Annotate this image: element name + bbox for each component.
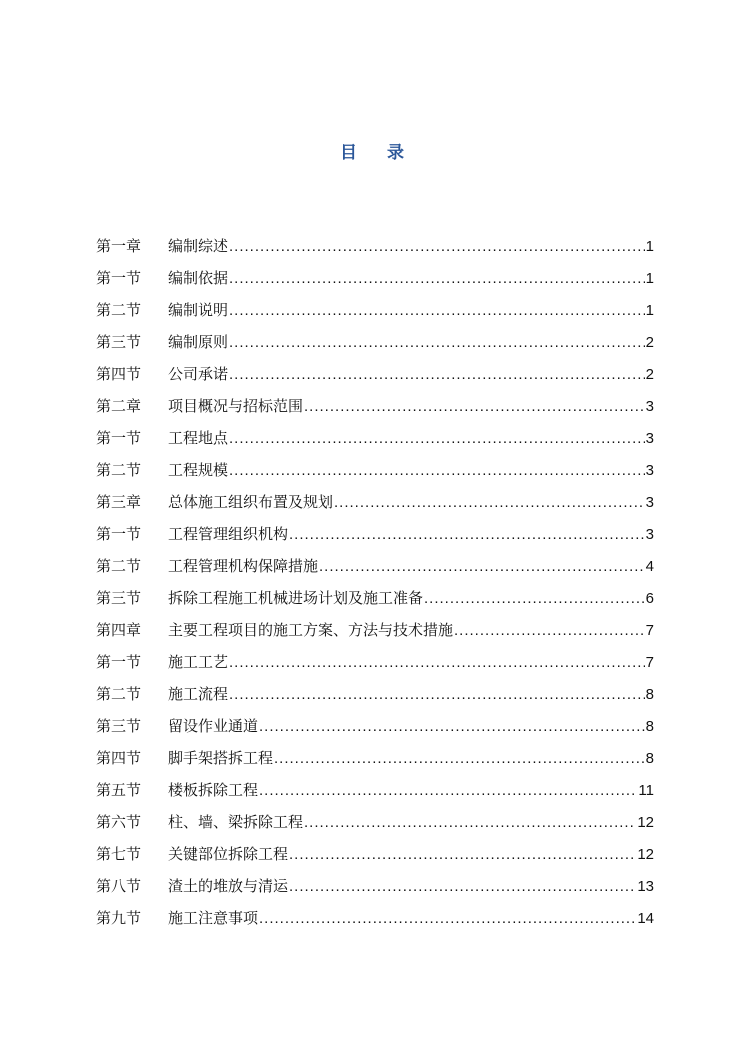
- toc-entry-page: 7: [645, 622, 654, 639]
- toc-entry-page: 6: [645, 590, 654, 607]
- toc-entry-page: 1: [645, 238, 654, 255]
- toc-list: [96, 230, 654, 934]
- toc-entry-text: 渣土的堆放与清运: [168, 877, 289, 895]
- toc-dot-leader: [229, 679, 645, 711]
- toc-dot-leader: [259, 711, 645, 743]
- toc-entry-page: 2: [645, 334, 654, 351]
- toc-dot-leader: [229, 647, 645, 679]
- toc-title: 目 录: [340, 143, 416, 163]
- toc-dot-leader: [259, 775, 637, 807]
- toc-entry-page: 12: [637, 846, 654, 863]
- toc-dot-leader: [334, 487, 645, 519]
- toc-entry[interactable]: [96, 774, 654, 806]
- toc-entry[interactable]: [96, 614, 654, 646]
- toc-entry-label: 第三章: [96, 493, 142, 511]
- toc-entry-text: 施工流程: [168, 685, 229, 703]
- toc-entry-label: 第四节: [96, 365, 142, 383]
- toc-entry[interactable]: [96, 390, 654, 422]
- toc-entry-label: 第二节: [96, 461, 142, 479]
- toc-entry-label: 第四节: [96, 749, 142, 767]
- toc-entry-label: 第三节: [96, 589, 142, 607]
- toc-entry-text: 编制说明: [168, 301, 229, 319]
- toc-entry-label: 第一节: [96, 653, 142, 671]
- toc-dot-leader: [319, 551, 645, 583]
- toc-entry-page: 3: [645, 526, 654, 543]
- toc-entry-text: 工程管理组织机构: [168, 525, 289, 543]
- toc-dot-leader: [289, 871, 636, 903]
- toc-entry-page: 13: [637, 878, 654, 895]
- toc-entry[interactable]: [96, 710, 654, 742]
- toc-entry[interactable]: [96, 646, 654, 678]
- toc-entry-label: 第一节: [96, 269, 142, 287]
- toc-entry[interactable]: [96, 230, 654, 262]
- toc-entry-text: 编制依据: [168, 269, 229, 287]
- toc-entry-label: 第三节: [96, 333, 142, 351]
- toc-dot-leader: [229, 231, 645, 263]
- toc-dot-leader: [304, 391, 645, 423]
- toc-entry-page: 3: [645, 494, 654, 511]
- toc-entry-label: 第五节: [96, 781, 142, 799]
- toc-entry-text: 留设作业通道: [168, 717, 259, 735]
- toc-entry-text: 公司承诺: [168, 365, 229, 383]
- toc-entry-page: 8: [645, 686, 654, 703]
- toc-entry[interactable]: [96, 550, 654, 582]
- toc-dot-leader: [259, 903, 636, 935]
- toc-entry[interactable]: [96, 742, 654, 774]
- toc-entry-label: 第七节: [96, 845, 142, 863]
- toc-entry-page: 12: [637, 814, 654, 831]
- toc-entry[interactable]: [96, 326, 654, 358]
- toc-entry-page: 3: [645, 398, 654, 415]
- toc-entry-label: 第四章: [96, 621, 142, 639]
- toc-entry[interactable]: [96, 870, 654, 902]
- toc-entry-page: 11: [638, 782, 654, 799]
- toc-entry-label: 第九节: [96, 909, 142, 927]
- toc-entry-page: 2: [645, 366, 654, 383]
- toc-entry-text: 施工注意事项: [168, 909, 259, 927]
- toc-entry-text: 关键部位拆除工程: [168, 845, 289, 863]
- toc-entry[interactable]: [96, 838, 654, 870]
- toc-dot-leader: [229, 263, 645, 295]
- toc-entry-label: 第二节: [96, 557, 142, 575]
- toc-entry[interactable]: [96, 518, 654, 550]
- toc-entry-page: 7: [645, 654, 654, 671]
- toc-entry-text: 柱、墙、梁拆除工程: [168, 813, 304, 831]
- toc-dot-leader: [424, 583, 645, 615]
- toc-entry-text: 总体施工组织布置及规划: [168, 493, 334, 511]
- toc-entry-label: 第三节: [96, 717, 142, 735]
- toc-entry-page: 3: [645, 462, 654, 479]
- toc-entry-label: 第一节: [96, 429, 142, 447]
- toc-entry[interactable]: [96, 582, 654, 614]
- toc-entry[interactable]: [96, 806, 654, 838]
- toc-entry-label: 第二章: [96, 397, 142, 415]
- toc-dot-leader: [229, 359, 645, 391]
- toc-entry[interactable]: [96, 294, 654, 326]
- toc-entry-page: 1: [645, 302, 654, 319]
- toc-entry-label: 第八节: [96, 877, 142, 895]
- toc-entry-page: 4: [645, 558, 654, 575]
- toc-entry-label: 第一章: [96, 237, 142, 255]
- toc-entry-label: 第一节: [96, 525, 142, 543]
- toc-dot-leader: [454, 615, 645, 647]
- toc-dot-leader: [274, 743, 645, 775]
- toc-entry-page: 1: [645, 270, 654, 287]
- toc-entry-text: 拆除工程施工机械进场计划及施工准备: [168, 589, 424, 607]
- toc-dot-leader: [229, 455, 645, 487]
- toc-entry[interactable]: [96, 262, 654, 294]
- toc-entry-text: 编制原则: [168, 333, 229, 351]
- toc-entry[interactable]: [96, 902, 654, 934]
- toc-dot-leader: [289, 839, 636, 871]
- toc-entry-page: 8: [645, 750, 654, 767]
- toc-entry-text: 工程管理机构保障措施: [168, 557, 319, 575]
- toc-entry[interactable]: [96, 422, 654, 454]
- toc-entry[interactable]: [96, 486, 654, 518]
- toc-entry-text: 编制综述: [168, 237, 229, 255]
- toc-entry-text: 工程规模: [168, 461, 229, 479]
- toc-dot-leader: [229, 295, 645, 327]
- toc-entry-label: 第六节: [96, 813, 142, 831]
- toc-entry[interactable]: [96, 454, 654, 486]
- toc-entry-text: 主要工程项目的施工方案、方法与技术措施: [168, 621, 454, 639]
- toc-dot-leader: [229, 423, 645, 455]
- toc-entry-text: 工程地点: [168, 429, 229, 447]
- toc-dot-leader: [289, 519, 645, 551]
- toc-entry-text: 楼板拆除工程: [168, 781, 259, 799]
- toc-entry-text: 施工工艺: [168, 653, 229, 671]
- toc-entry[interactable]: [96, 358, 654, 390]
- toc-entry[interactable]: [96, 678, 654, 710]
- toc-entry-label: 第二节: [96, 301, 142, 319]
- toc-entry-label: 第二节: [96, 685, 142, 703]
- toc-entry-page: 14: [637, 910, 654, 927]
- toc-dot-leader: [304, 807, 636, 839]
- toc-dot-leader: [229, 327, 645, 359]
- toc-entry-page: 3: [645, 430, 654, 447]
- toc-entry-page: 8: [645, 718, 654, 735]
- toc-entry-text: 项目概况与招标范围: [168, 397, 304, 415]
- toc-entry-text: 脚手架搭拆工程: [168, 749, 274, 767]
